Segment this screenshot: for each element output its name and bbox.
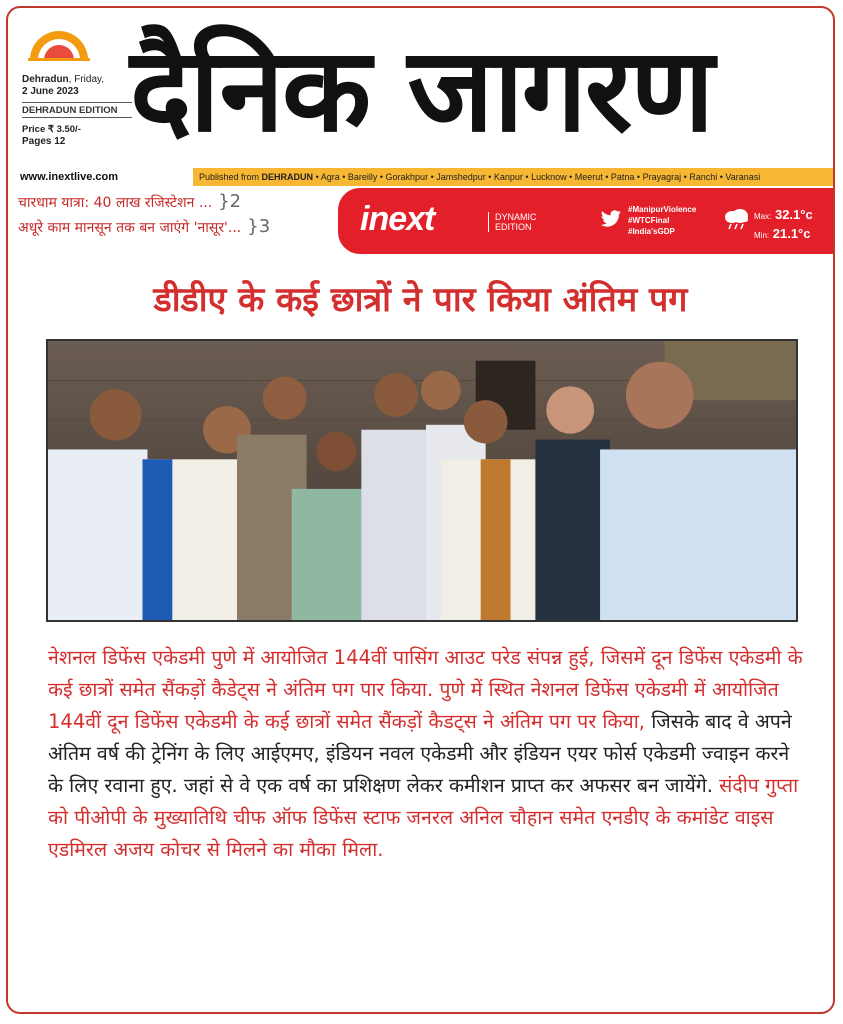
twitter-icon	[600, 210, 622, 228]
inext-logo: inext	[360, 200, 435, 238]
edition-label: DEHRADUN EDITION	[22, 102, 132, 118]
min-label: Min:	[754, 231, 770, 240]
teaser-page: }3	[247, 216, 271, 237]
hashtag[interactable]: #ManipurViolence	[628, 205, 697, 214]
website-link[interactable]: www.inextlive.com	[8, 168, 193, 186]
publication-strip	[8, 168, 833, 186]
page-count: Pages 12	[22, 136, 66, 147]
article-body	[48, 642, 808, 866]
newspaper-title: दैनिक जागरण	[130, 23, 713, 158]
teaser-list	[18, 190, 338, 240]
issue-meta: Dehradun, Friday, 2 June 2023 DEHRADUN EDITION Price ₹ 3.50/- Pages 12	[22, 74, 132, 148]
day: Friday,	[74, 74, 105, 85]
rain-cloud-icon	[722, 208, 750, 230]
article-headline: डीडीए के कई छात्रों ने पार किया अंतिम पग	[153, 280, 688, 320]
min-temp: 21.1°c	[772, 226, 811, 241]
temperature-readout	[754, 206, 813, 244]
edition-tag-line2: EDITION	[495, 222, 532, 232]
city-list: • Agra • Bareilly • Gorakhpur • Jamshedpur • Kanpur • Lucknow • Meerut • Patna • Prayagraj • Ranchi • Varanasi	[315, 172, 761, 182]
hashtag[interactable]: #WTCFinal	[628, 216, 670, 225]
hashtag-list	[628, 204, 696, 237]
article-paragraph-intro: नेशनल डिफेंस एकेडमी पुणे में आयोजित 144वीं पासिंग आउट परेड संपन्न हुई, जिसमें दून डिफेंस एकेडमी के कई छात्रों समेत सैंकड़ों कैडेट्स ने अंतिम पग पार किया. पुणे में स्थित नेशनल डिफेंस एकेडमी में आयोजित 144वीं दून डिफेंस एकेडमी के कई छात्रों समेत सैंकड़ों कैडट्स ने अंतिम पग पर किया,	[48, 646, 803, 733]
article-paragraph-outro: संदीप गुप्ता को पीओपी के मुख्यातिथि चीफ ऑफ डिफेंस स्टाफ जनरल अनिल चौहान समेत एनडीए के कमांडेट वाइस एडमिरल अजय कोचर से मिलने का मौका मिला.	[48, 774, 799, 861]
edition-tag	[488, 212, 537, 232]
teaser-item[interactable]	[18, 190, 338, 215]
edition-tag-line1: DYNAMIC	[495, 212, 537, 222]
city: Dehradun	[22, 74, 69, 85]
teaser-text: चारधाम यात्रा: 40 लाख रजिस्टेशन ...	[18, 195, 213, 211]
issue-date: 2 June 2023	[22, 86, 79, 97]
teaser-page: }2	[218, 191, 242, 212]
published-prefix: Published from	[199, 172, 260, 182]
article-photo	[46, 339, 798, 622]
max-label: Max:	[754, 212, 772, 221]
max-temp: 32.1°c	[774, 207, 813, 222]
article-paragraph-middle: जिसके बाद वे अपने अंतिम वर्ष की ट्रेनिंग के लिए आईएमए, इंडियन नवल एकेडमी और इंडियन एयर फोर्स एकेडमी ज्वाइन करने के लिए रवाना हुए. जहां से वे एक वर्ष का प्रशिक्षण लेकर कमीशन प्राप्त कर अफसर बन जायेंगे.	[48, 710, 792, 797]
published-city: DEHRADUN	[261, 172, 314, 182]
teaser-item[interactable]	[18, 215, 338, 240]
newspaper-clipping	[6, 6, 835, 1014]
teaser-text: अधूरे काम मानसून तक बन जाएंगे 'नासूर'...	[18, 220, 242, 236]
price: Price ₹ 3.50/-	[22, 124, 81, 135]
inext-banner	[338, 188, 833, 254]
hashtag[interactable]: #India'sGDP	[628, 227, 675, 236]
published-cities	[193, 172, 833, 182]
sun-logo-icon	[24, 22, 94, 62]
